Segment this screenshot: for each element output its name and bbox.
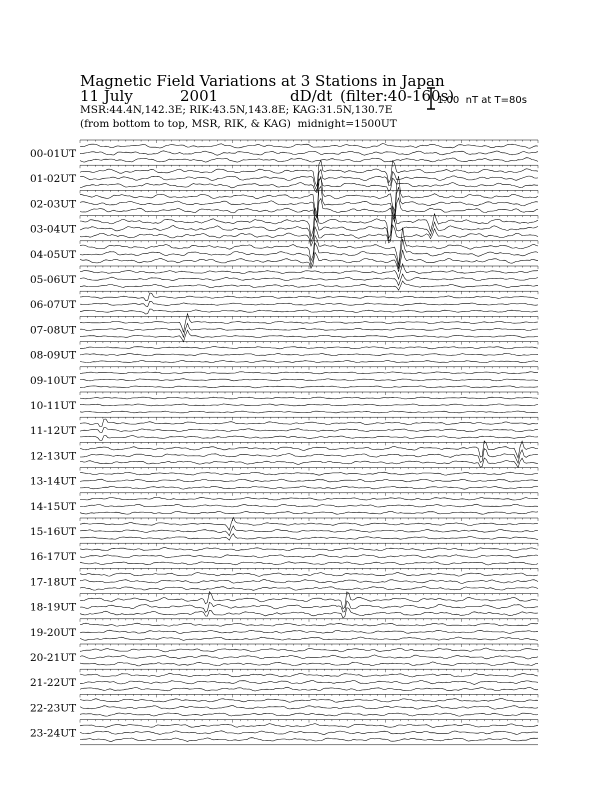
trace-KAG [80, 472, 538, 475]
trace-row-03-04UT [30, 206, 538, 246]
row-label: 08-09UT [30, 349, 77, 362]
trace-row-08-09UT [30, 342, 538, 363]
trace-row-19-20UT [30, 619, 538, 641]
trace-row-20-21UT [30, 644, 538, 666]
midnight-note: midnight=1500UT [297, 118, 397, 130]
minute-ticks [80, 190, 538, 193]
trace-MSR [80, 411, 538, 413]
row-label: 17-18UT [30, 576, 77, 589]
trace-KAG [80, 673, 538, 677]
minute-ticks [80, 594, 538, 597]
trace-row-00-01UT [30, 140, 538, 162]
trace-row-21-22UT [30, 669, 538, 691]
trace-row-06-07UT [30, 291, 538, 314]
trace-row-14-15UT [30, 493, 538, 514]
trace-RIK [80, 479, 538, 482]
trace-row-15-16UT [30, 518, 538, 541]
trace-MSR [80, 435, 538, 440]
row-label: 21-22UT [30, 677, 77, 690]
filter-label: (filter:40-160s) [340, 87, 455, 105]
trace-row-02-03UT [30, 176, 538, 222]
trace-KAG [80, 699, 538, 703]
trace-row-16-17UT [30, 543, 538, 565]
trace-RIK [80, 706, 538, 709]
minute-ticks [80, 342, 538, 345]
trace-MSR [80, 687, 538, 691]
trace-row-07-08UT [30, 314, 538, 342]
chart-title: Magnetic Field Variations at 3 Stations in Japan [80, 72, 445, 90]
trace-row-22-23UT [30, 694, 538, 716]
trace-KAG [80, 160, 538, 186]
trace-MSR [80, 330, 538, 342]
trace-RIK [80, 504, 538, 507]
row-label: 23-24UT [30, 727, 77, 740]
row-label: 13-14UT [30, 475, 77, 488]
trace-KAG [80, 176, 538, 217]
minute-ticks [80, 417, 538, 420]
trace-row-04-05UT [30, 228, 538, 272]
trace-KAG [80, 347, 538, 349]
row-label: 16-17UT [30, 551, 77, 564]
quantity-label: dD/dt [290, 87, 333, 105]
trace-RIK [80, 353, 538, 355]
minute-ticks [80, 720, 538, 723]
row-label: 09-10UT [30, 374, 77, 387]
trace-RIK [80, 404, 538, 406]
minute-ticks [80, 442, 538, 445]
trace-row-05-06UT [30, 264, 538, 290]
minute-ticks [80, 216, 538, 219]
row-label: 14-15UT [30, 500, 77, 513]
row-label: 01-02UT [30, 173, 77, 186]
trace-KAG [80, 623, 538, 626]
trace-RIK [80, 526, 538, 536]
row-label: 03-04UT [30, 223, 77, 236]
minute-ticks [80, 568, 538, 571]
trace-row-10-11UT [30, 392, 538, 413]
minute-ticks [80, 266, 538, 269]
trace-KAG [80, 648, 538, 652]
trace-row-09-10UT [30, 367, 538, 388]
row-label: 02-03UT [30, 198, 77, 211]
trace-MSR [80, 386, 538, 388]
minute-ticks [80, 241, 538, 244]
row-label: 22-23UT [30, 702, 77, 715]
row-label: 07-08UT [30, 324, 77, 337]
minute-ticks [80, 518, 538, 521]
row-label: 10-11UT [30, 400, 77, 412]
date-day-month: 11 July [80, 87, 133, 105]
trace-RIK [80, 680, 538, 684]
scale-bar [427, 88, 435, 109]
trace-MSR [80, 713, 538, 716]
date-year: 2001 [180, 87, 219, 105]
trace-MSR [80, 486, 538, 489]
row-label: 19-20UT [30, 626, 77, 639]
row-label: 15-16UT [30, 526, 77, 538]
trace-KAG [80, 573, 538, 577]
minute-ticks [80, 543, 538, 546]
trace-MSR [80, 511, 538, 514]
trace-RIK [80, 449, 538, 464]
minute-ticks [80, 493, 538, 496]
trace-row-17-18UT [30, 568, 538, 590]
trace-KAG [80, 397, 538, 399]
trace-RIK [80, 428, 538, 433]
trace-MSR [80, 534, 538, 541]
trace-KAG [80, 228, 538, 266]
trace-RIK [80, 655, 538, 659]
trace-MSR [80, 458, 538, 468]
trace-MSR [80, 608, 538, 618]
row-label: 11-12UT [30, 425, 77, 438]
minute-ticks [80, 694, 538, 697]
trace-RIK [80, 601, 538, 613]
minute-ticks [80, 140, 538, 143]
trace-MSR [80, 738, 538, 742]
row-label: 00-01UT [30, 148, 77, 160]
trace-KAG [80, 144, 538, 149]
trace-row-18-19UT [30, 592, 538, 618]
trace-KAG [80, 497, 538, 500]
trace-row-01-02UT [30, 160, 538, 192]
trace-RIK [80, 580, 538, 584]
minute-ticks [80, 316, 538, 319]
trace-KAG [80, 724, 538, 728]
row-label: 05-06UT [30, 274, 77, 286]
trace-RIK [80, 323, 538, 337]
minute-ticks [80, 367, 538, 370]
trace-MSR [80, 361, 538, 363]
row-label: 06-07UT [30, 299, 77, 312]
trace-MSR [80, 309, 538, 314]
minute-ticks [80, 619, 538, 622]
minute-ticks [80, 669, 538, 672]
scale-label: 1.00 nT at T=80s [437, 95, 527, 106]
minute-ticks [80, 392, 538, 395]
trace-MSR [80, 562, 538, 565]
trace-MSR [80, 158, 538, 162]
minute-ticks [80, 291, 538, 294]
row-label: 12-13UT [30, 450, 77, 463]
trace-rows [30, 140, 538, 745]
row-label: 20-21UT [30, 652, 77, 664]
order-note: (from bottom to top, MSR, RIK, & KAG) [80, 118, 291, 130]
row-label: 04-05UT [30, 248, 77, 261]
row-label: 18-19UT [30, 601, 77, 614]
trace-KAG [80, 206, 538, 238]
trace-MSR [80, 637, 538, 640]
trace-RIK [80, 274, 538, 286]
minute-ticks [80, 644, 538, 647]
trace-RIK [80, 630, 538, 633]
trace-RIK [80, 555, 538, 558]
stations-line: MSR:44.4N,142.3E; RIK:43.5N,143.8E; KAG:31.5N,130.7E [80, 104, 393, 116]
trace-RIK [80, 301, 538, 306]
trace-row-13-14UT [30, 468, 538, 490]
minute-ticks [80, 165, 538, 168]
trace-MSR [80, 587, 538, 591]
trace-row-11-12UT [30, 417, 538, 440]
trace-KAG [80, 548, 538, 551]
trace-RIK [80, 151, 538, 155]
trace-MSR [80, 281, 538, 290]
trace-RIK [80, 731, 538, 735]
trace-MSR [80, 662, 538, 666]
trace-row-23-24UT [30, 720, 538, 742]
trace-KAG [80, 372, 538, 374]
minute-ticks [80, 468, 538, 471]
trace-row-12-13UT [30, 441, 538, 468]
trace-RIK [80, 379, 538, 381]
